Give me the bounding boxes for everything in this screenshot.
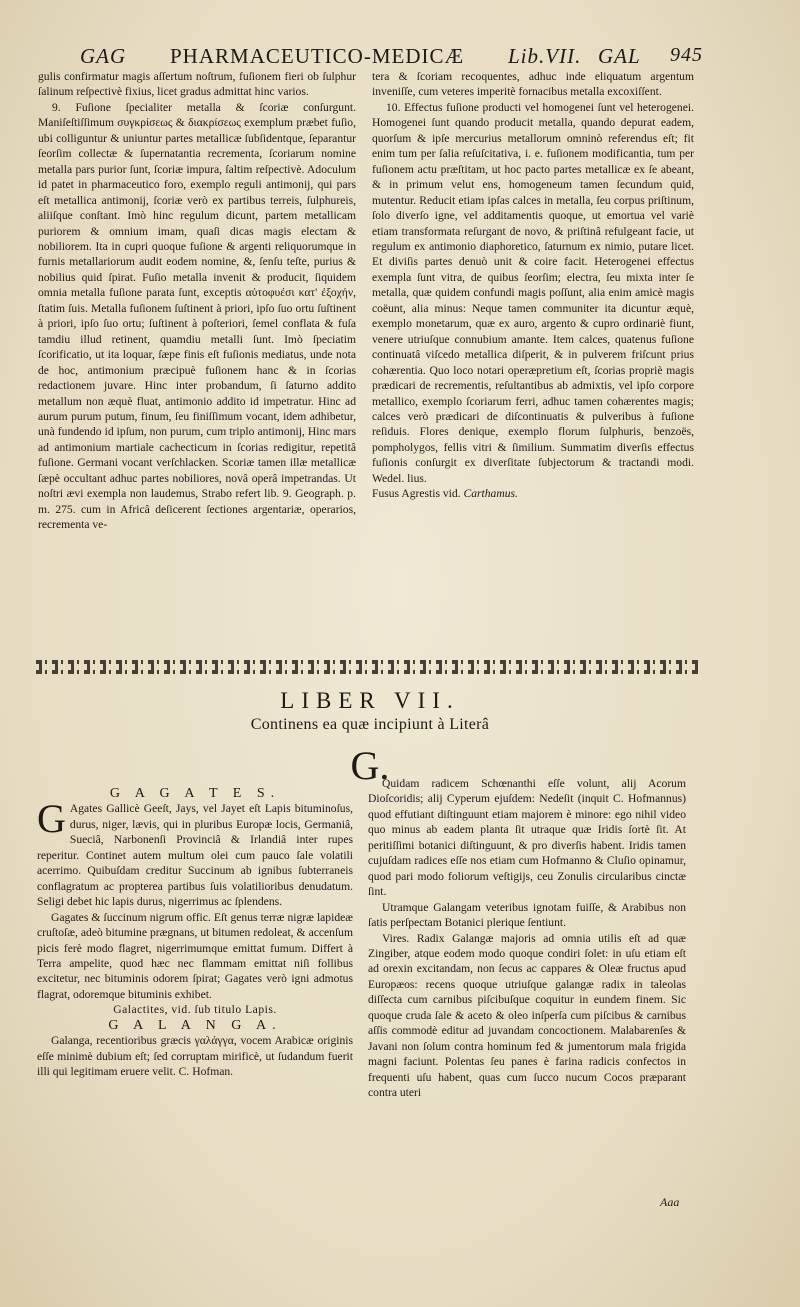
header-title: PHARMACEUTICO-MEDICÆ: [170, 44, 465, 68]
paragraph: gulis confirmatur magis aſſertum noſtrum, fuſionem fieri ob ſulphur ſalinum reſpectivè fixius, licet gradus admittat hinc varios.: [38, 70, 356, 99]
running-header: [80, 44, 708, 68]
header-left-tag: GAG: [80, 44, 127, 68]
paragraph: Galanga, recentioribus græcis γαλάγγα, vocem Arabicæ originis eſſe minimè dubium eſt; ſed corruptam mirificè, ut ſudandum fuerit illi qui legitimam eruere velit. C. Hofman.: [37, 1034, 353, 1079]
paragraph: Utramque Galangam veteribus ignotam fuiſſe, & Arabibus non ſatis perſpectam Botanici plerique ſentiunt.: [368, 900, 686, 930]
catchword: Aaa: [660, 1195, 680, 1209]
entry-heading-galanga: G A L A N G A.: [108, 1017, 282, 1033]
paragraph: 10. Effectus fuſione producti vel homogenei ſunt vel heterogenei. Homogenei ſunt quando producit metalla, quando depurat eadem, quorſum & ipſe mercurius metallorum omninò referendus eſt; fit enim tum per ſalia reſuſcitativa, i. e. fuſionem modificantia, tum per fuſionem actu præſtitam, ut hoc pacto partes metallicæ ex ſe abeant, & in primum velut ens, homogeneum tamen ſecundum quid, mutentur. Reducit etiam ipſas calces in metalla, ſeu corpus priſtinum, ſolo diverſo igne, vel additamentis quoque, ut emortua vel variè etiam transformata reſurgant de novo, & priſtinâ refulgeant facie, ut regulum ex antimonio diaphoretico, ſaturnum ex nimio, putare licet. Et diviſis partes denuò unit & coire facit. Heterogenei effectus exempla ſunt vitra, de quibus ſeorſim; electra, ſeu mixta inter ſe metalla, quæ quidem confundi magis poſſunt, alia enim amicè magis coëunt, alia minus: Neque tamen communiter ita dicuntur æquè, exemplo monetarum, quæ ex auro, argento & cupro ordinariè fiunt, venere utriuſque connubium amante. Item calces, quatenus fuſione continuatâ viſcedo metallica diſperit, & in pulverem friſcunt prius cohærentia. Quo loco notari operæpretium eſt, ſcorias propriè magis prædicari de recrementis, reſultantibus ab admixtis, vel ipſo corpore metallico, exemplo ſcoriarum ferri, adhuc tamen cohærentes magis; calces verò prædicari de diſcontinuatis & pulveribus à fuſione reſiduis. Flores denique, exemplo florum ſulphuris, benzoës, pompholygos, fellis vitri & ſimilium. Summatim diverſis effectus fuſionis conſurgit ex diverſitate ſubjectorum & tractandi modi. Wedel. lius.: [372, 100, 694, 485]
book-subtitle: Continens ea quæ incipiunt à Literâ: [250, 716, 490, 733]
paragraph: 9. Fuſione ſpecialiter metalla & ſcoriæ conſurgunt. Maniſeſtiſſimum συγκρίσεως & διακρίσεως exemplum præbet fuſio, ubi colliguntur & uniuntur partes metallicæ ſubſidentque, ſeparantur ſeorſim collectæ & ſupernatantia recrementa, ſcoriarum nomine metalla pars purior ſunt, ſcoriæ impura, ſaltim reſpectivè. Adoculum id patet in pharmaceutico foro, exemplo reguli antimonij, qui pars eſt metallica antimonij, ſcoriæ verò ex partibus terreis, ſulphureis, aliiſque conſtant. Imò hinc regulum dicunt, partem metallicam puriorem & omnium imam, quaſi dicas magis electam & nobiliorem. Ita in cupri quoque fuſione & argenti reliquorumque in furnis metallariorum audit eodem nomine, &, ſenſu teſte, purius & nobilius quid ſpirat. Fuſio metalla invenit & producit, ſiquidem omnia metalla fuſione parata ſunt, exceptis αὐτοφυέσι κατ' ἐξοχήν, ſtatim ſuis. Metalla fuſionem ſuſtinent à priori, ipſo ſuo ortu ſuſtinent à priori, ipſo ſuo ortu; ſuſtinent à poſteriori, ſemel conflata & fuſa tamdiu illud retinent, quamdiu metalli ſunt. Imò ſpeciatim ſcorificatio, ut ita loquar, ſæpe finis eſt fuſionis mediatus, unde nota de hoc, antimonium præcipuè fuſionem hanc & in ſcorias redactionem juvare. Hinc inter probandum, ſi ſaturno addito metallum non æquè fluat, antimonio addito id impetratur. Hinc ad aurum purum putum, finum, ſeu finiſſimum vocant, idem adhibetur, unà fundendo id ipſum, non purum, cum triplo antimonij, Hinc mars ad antimonium martiale cachecticum in ſcorias redigitur, repetitâ fuſione. Germani vocant verſchlacken. Scoriæ tamen illæ metallicæ ſæpè occultant adhuc partes nobiliores, novâ operâ impetrandas. Ut noſtri ævi exempla non laudemus, Strabo refert lib. 9. Geograph. p. m. 275. cum in Africâ deſicerent ſectiones argentariæ, operarios, recrementa ve-: [38, 100, 356, 532]
paragraph: Vires. Radix Galangæ majoris ad omnia utilis eſt ad quæ Zingiber, atque eodem modo quoque condiri ſolet: in uſu etiam eſt ad orexin excitandam, non ſecus ac cappares & Oleæ fructus apud Europæos: recens quoque utriuſque galangæ radix in taleolas diſſecta cum carnibus piſcibuſque coquitur in eundem finem. Sic quoque cruda ſale & aceto & oleo inſperſa cum piſcibus & carnibus aſſis commodè editur ad juvandam concoctionem. Malabarenſes & Javani non ſolum contra hominum fed & jumentorum mala frigida magni faciunt. Polentas ſeu panes è farina radicis confectos in frequenti uſu habent, quas cum ſucco nucum Cocos præparant contra uteri: [368, 931, 686, 1100]
paragraph: Gagates & ſuccinum nigrum offic. Eſt genus terræ nigræ lapideæ cruſtoſæ, adeò bitumine prægnans, ut bitumen redoleat, & accenſum picis ferè modo flagret, nigerrimumque emittat fumum. Differt à Terra ampelite, quod hæc nec flammam emittat niſi follibus excitetur, nec bituminis odorem ſpirat; Gagates verò igni admotus flagrat, odoremque bituminis exhibet.: [37, 910, 353, 1001]
entry-heading-gagates: G A G A T E S.: [109, 786, 281, 801]
top-right-column: [372, 69, 694, 649]
section-letter: G.: [350, 743, 390, 788]
bottom-left-column: [37, 786, 353, 1266]
paragraph: [37, 796, 353, 909]
cross-reference: [372, 486, 694, 501]
drop-cap: G: [37, 796, 66, 842]
header-right-tag: GAL: [598, 44, 641, 68]
page-number: 945: [670, 44, 703, 66]
top-left-column: [38, 69, 356, 649]
entry-text: Agates Gallicè Geeſt, Jays, vel Jayet eſt Lapis bituminoſus, durus, niger, lævis, qui in pluribus Europæ locis, Germaniâ, Sueciâ, Narbonenſi Provinciâ & Irlandiâ inter rupes reperitur. Continet autem multum olei cum pauco ſale volatili acerrimo. Quibuſdam creditur Succinum ab ignibus ſubterraneis conflagratum ac propterea partibus ſuis volatilioribus denudatum. Seligi debet hic lapis durus, nigerrimus ac ſplendens.: [37, 802, 353, 909]
paragraph: Quidam radicem Schœnanthi eſſe volunt, alij Acorum Dioſcoridis; alij Cyperum ejuſdem: Nedeſit (inquit C. Hofmannus) quod effutiant diſtinguunt etiam majorem è minore: ego nihil video quo minus ab eadem planta ſit utraque quæ Iridis ſortè ſit. At peritiſſimi botanici diſtinguunt, & pro diverſis habent. Iridis tamen cujuſdam radices eſſe nos etiam cum Hofmanno & Cluſio opinamur, quod pari modo foliorum veſtigijs, ceu Zonulis circularibus cinctæ ſint.: [368, 777, 686, 899]
ornamental-divider: [36, 660, 698, 674]
paragraph: tera & ſcoriam recoquentes, adhuc inde eliquatum argentum inveniſſe, cum veteres imperitè fornacibus metalla excoxiſſent.: [372, 70, 694, 99]
cross-reference-target: Carthamus.: [463, 487, 518, 501]
header-book-number: Lib.VII.: [508, 44, 582, 68]
bottom-right-column: [368, 776, 686, 1216]
book-title: LIBER VII.: [280, 688, 460, 713]
cross-reference-prefix: Fusus Agrestis vid.: [372, 487, 461, 501]
cross-reference: Galactites, vid. ſub titulo Lapis.: [113, 1003, 277, 1017]
